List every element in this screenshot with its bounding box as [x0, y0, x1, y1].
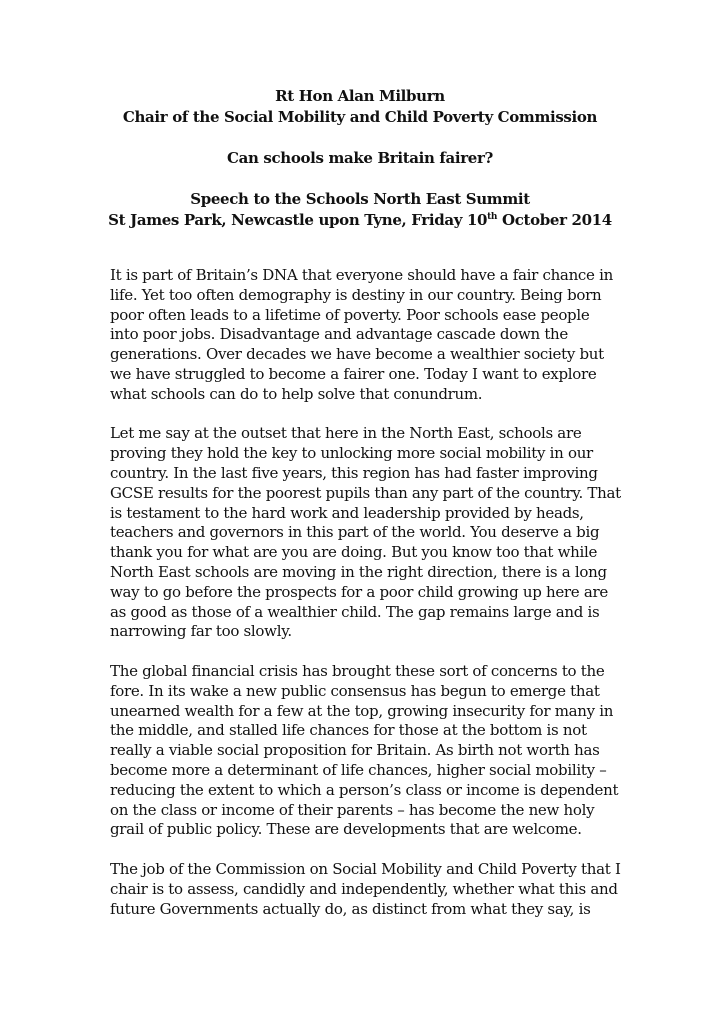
paragraph	[110, 266, 613, 405]
paragraph-line: The global financial crisis has brought these sort of concerns to the	[110, 661, 605, 680]
paragraph-line: It is part of Britain’s DNA that everyone should have a fair chance in	[110, 266, 613, 284]
date-text: October 2014	[497, 211, 612, 229]
speech-body	[110, 266, 621, 939]
paragraph-line: grail of public policy. These are developments that are welcome.	[110, 820, 582, 839]
header-spacer	[0, 128, 720, 148]
ordinal-suffix: th	[487, 212, 498, 222]
paragraph-line: narrowing far too slowly.	[110, 622, 292, 641]
venue-text: St James Park, Newcastle upon Tyne, Friday 10	[108, 211, 488, 229]
paragraph-line: become more a determinant of life chances, higher social mobility –	[110, 760, 607, 779]
paragraph-line: into poor jobs. Disadvantage and advantage cascade down the	[110, 325, 568, 344]
paragraph-line: The job of the Commission on Social Mobility and Child Poverty that I	[110, 859, 621, 878]
paragraph-line: chair is to assess, candidly and independently, whether what this and	[110, 879, 618, 898]
paragraph-line: teachers and governors in this part of the world. You deserve a big	[110, 523, 600, 542]
paragraph-line: proving they hold the key to unlocking more social mobility in our	[110, 444, 593, 463]
paragraph-line: North East schools are moving in the right direction, there is a long	[110, 562, 607, 581]
speaker-name: Rt Hon Alan Milburn	[275, 87, 445, 105]
paragraph-line: generations. Over decades we have become a wealthier society but	[110, 345, 604, 364]
paragraph-line: as good as those of a wealthier child. The gap remains large and is	[110, 602, 600, 621]
speaker-role: Chair of the Social Mobility and Child Poverty Commission	[122, 108, 598, 126]
paragraph-line: GCSE results for the poorest pupils than any part of the country. That	[110, 483, 621, 502]
paragraph-line: we have struggled to become a fairer one. Today I want to explore	[110, 364, 597, 383]
event-venue-date	[0, 210, 720, 231]
paragraph	[110, 661, 619, 840]
paragraph-line: is testament to the hard work and leadership provided by heads,	[110, 503, 584, 522]
paragraph-line: poor often leads to a lifetime of poverty. Poor schools ease people	[110, 305, 590, 324]
speech-header	[0, 86, 720, 231]
event-name: Speech to the Schools North East Summit	[190, 190, 530, 208]
paragraph-line: fore. In its wake a new public consensus has begun to emerge that	[110, 681, 600, 700]
header-spacer	[0, 169, 720, 189]
paragraph-line: the middle, and stalled life chances for those at the bottom is not	[110, 721, 587, 740]
speech-title: Can schools make Britain fairer?	[227, 149, 493, 167]
paragraph-line: on the class or income of their parents – has become the new holy	[110, 800, 595, 819]
paragraph-line: what schools can do to help solve that conundrum.	[110, 384, 483, 403]
paragraph-line: unearned wealth for a few at the top, growing insecurity for many in	[110, 701, 614, 720]
paragraph-line: life. Yet too often demography is destiny in our country. Being born	[110, 285, 602, 304]
paragraph-line: thank you for what are you are doing. But you know too that while	[110, 543, 598, 562]
paragraph-line: country. In the last five years, this region has had faster improving	[110, 463, 598, 482]
paragraph-line: way to go before the prospects for a poor child growing up here are	[110, 582, 608, 601]
paragraph-line: Let me say at the outset that here in the North East, schools are	[110, 424, 582, 443]
paragraph-line: reducing the extent to which a person’s class or income is dependent	[110, 780, 619, 799]
paragraph	[110, 859, 621, 919]
paragraph	[110, 424, 621, 642]
paragraph-line: future Governments actually do, as distinct from what they say, is	[110, 899, 591, 918]
paragraph-line: really a viable social proposition for Britain. As birth not worth has	[110, 741, 600, 760]
